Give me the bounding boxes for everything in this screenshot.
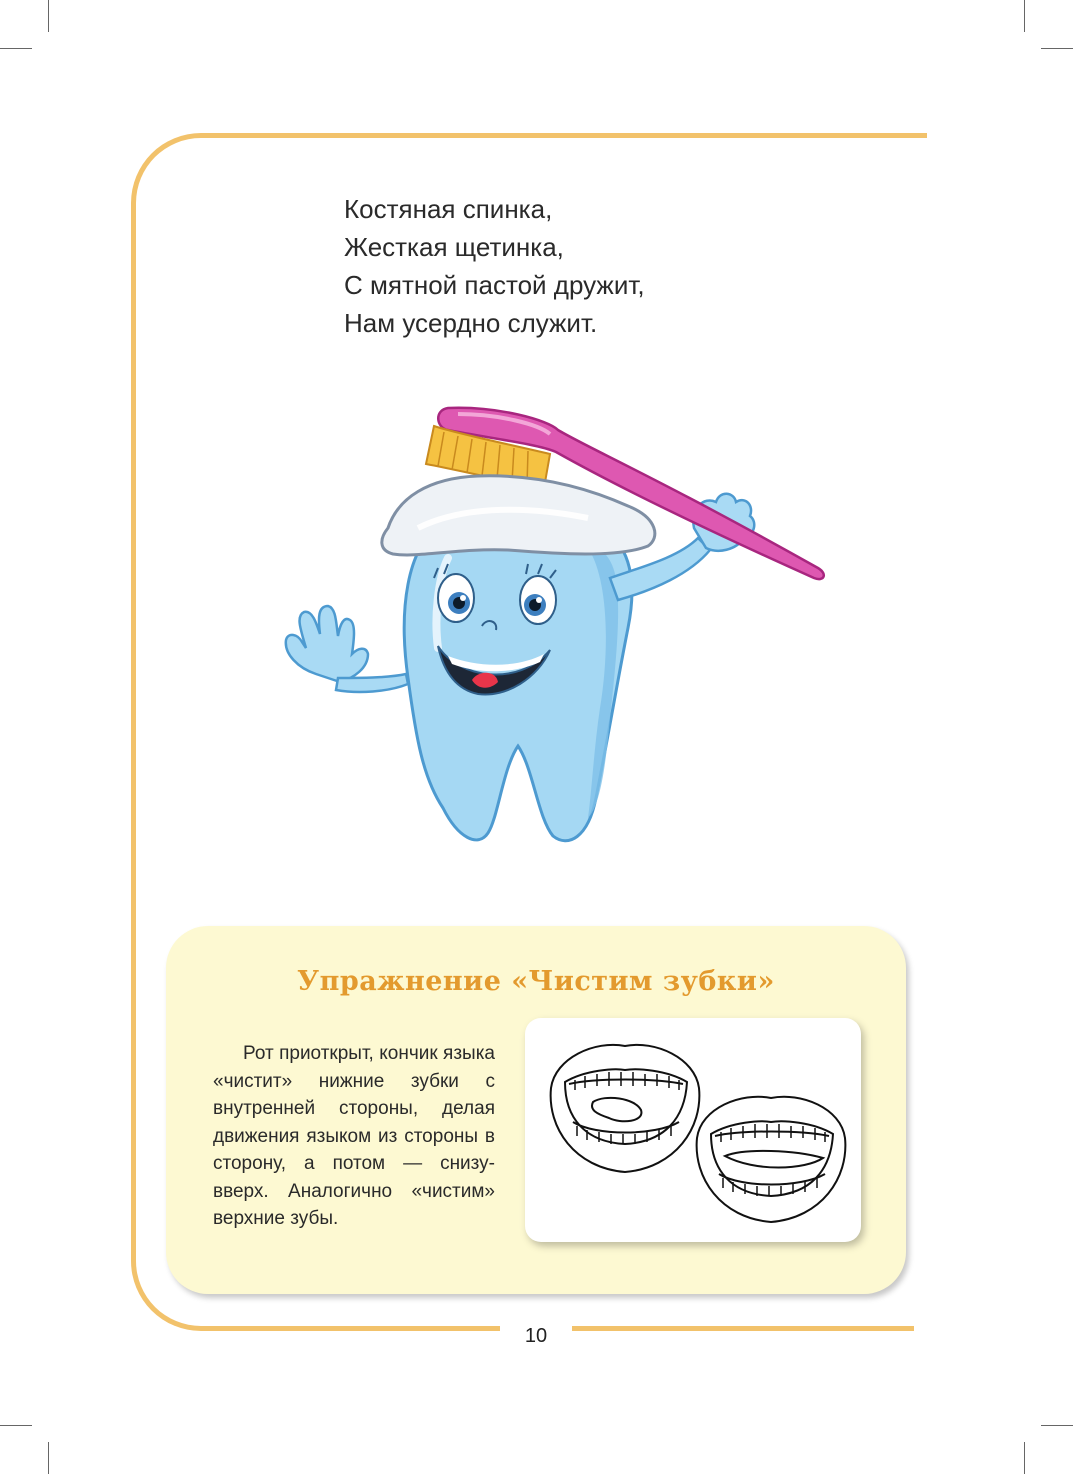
mouth-illustration-card	[525, 1018, 861, 1242]
page-number: 10	[524, 1325, 548, 1347]
crop-mark	[1024, 1442, 1025, 1474]
waving-hand-icon	[286, 606, 408, 692]
crop-mark	[0, 48, 32, 49]
open-mouth-drawings	[525, 1018, 861, 1242]
poem-line: Жесткая щетинка,	[344, 232, 564, 262]
poem-line: С мятной пастой дружит,	[344, 270, 645, 300]
tooth-character-illustration	[258, 378, 854, 856]
crop-mark	[48, 1442, 49, 1474]
mouth-tongue-side-icon	[697, 1097, 846, 1222]
toothpaste-blob	[382, 476, 655, 555]
crop-mark	[0, 1425, 32, 1426]
crop-mark	[1024, 0, 1025, 32]
crop-mark	[1041, 1425, 1073, 1426]
riddle-poem	[344, 190, 645, 342]
frame-mask	[914, 1324, 1054, 1336]
poem-line: Нам усердно служит.	[344, 308, 598, 338]
crop-mark	[1041, 48, 1073, 49]
mouth-tongue-down-icon	[551, 1045, 700, 1172]
exercise-title: Упражнение «Чистим зубки»	[297, 966, 775, 997]
poem-line: Костяная спинка,	[344, 194, 553, 224]
exercise-box	[166, 926, 906, 1294]
crop-mark	[48, 0, 49, 32]
frame-mask	[927, 130, 1047, 142]
exercise-instructions: Рот приоткрыт, кончик языка «чистит» нижние зубки с внутренней стороны, делая движения языком из стороны в сторону, а потом — снизу-вверх. Аналогично «чистим» верхние зубы.	[213, 1043, 495, 1229]
